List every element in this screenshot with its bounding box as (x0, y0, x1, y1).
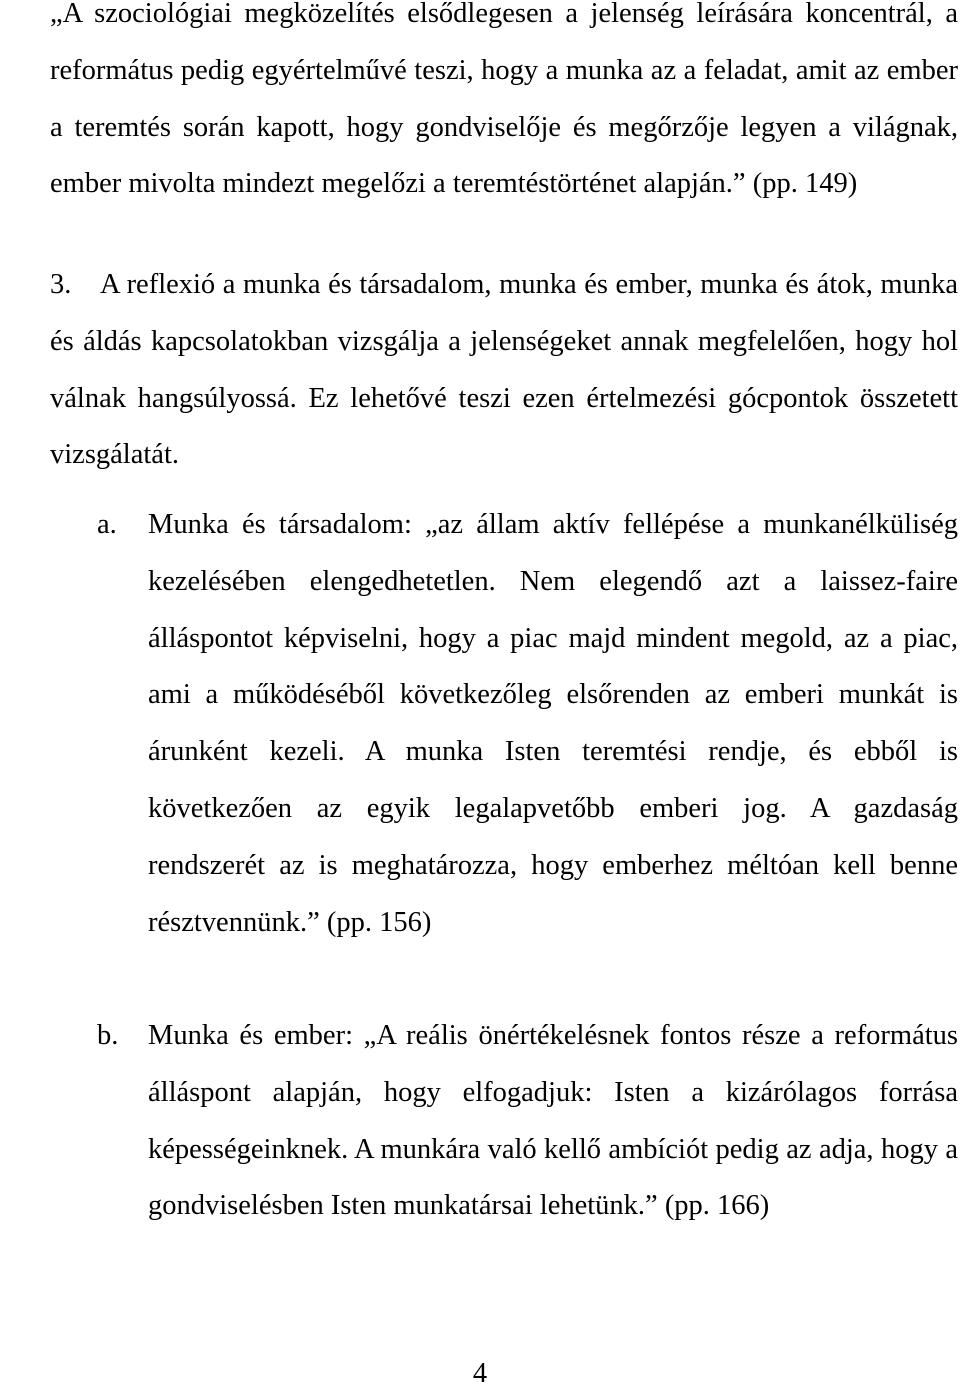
intro-paragraph: „A szociológiai megközelítés elsődlegesen a jelenség leírására koncentrál, a református pedig egyértelművé teszi, hogy a munka az a feladat, amit az ember a teremtés során kapott, hogy gondviselője és megőrzője legyen a világnak, ember mivolta mindezt megelőzi a teremtéstörténet alapján.” (pp. 149) (50, 0, 958, 200)
list-marker-3: 3. (50, 269, 72, 300)
sub-item-a-text: Munka és társadalom: „az állam aktív fellépése a munkanélküliség kezelésében elengedhetetlen. Nem elegendő azt a laissez-faire álláspontot képviselni, hogy a piac majd mindent megold, az a piac, ami a működéséből következőleg elsőrenden az emberi munkát is árunként kezeli. A munka Isten teremtési rendje, és ebből is következően az egyik legalapvetőbb emberi jog. A gazdaság rendszerét az is meghatározza, hogy emberhez méltóan kell benne résztvennünk.” (pp. 156) (148, 509, 958, 938)
page-number: 4 (472, 1358, 488, 1389)
sub-item-b-text: Munka és ember: „A reális önértékelésnek fontos része a református álláspont alapján, hogy elfogadjuk: Isten a kizárólagos forrása képességeinknek. A munkára való kellő ambíciót pedig az adja, hogy a gondviselésben Isten munkatársai lehetünk.” (pp. 166) (148, 1020, 958, 1222)
list-item-3-text: A reflexió a munka és társadalom, munka és ember, munka és átok, munka és áldás kapcsolatokban vizsgálja a jelenségeket annak megfelelően, hogy hol válnak hangsúlyossá. Ez lehetővé teszi ezen értelmezési gócpontok összetett vizsgálatát. (50, 269, 958, 471)
sub-item-b-marker: b. (97, 1020, 119, 1051)
sub-item-b (97, 1008, 958, 1235)
sub-item-a-marker: a. (97, 509, 117, 540)
list-item-3 (50, 257, 958, 484)
sub-item-a (97, 497, 958, 951)
